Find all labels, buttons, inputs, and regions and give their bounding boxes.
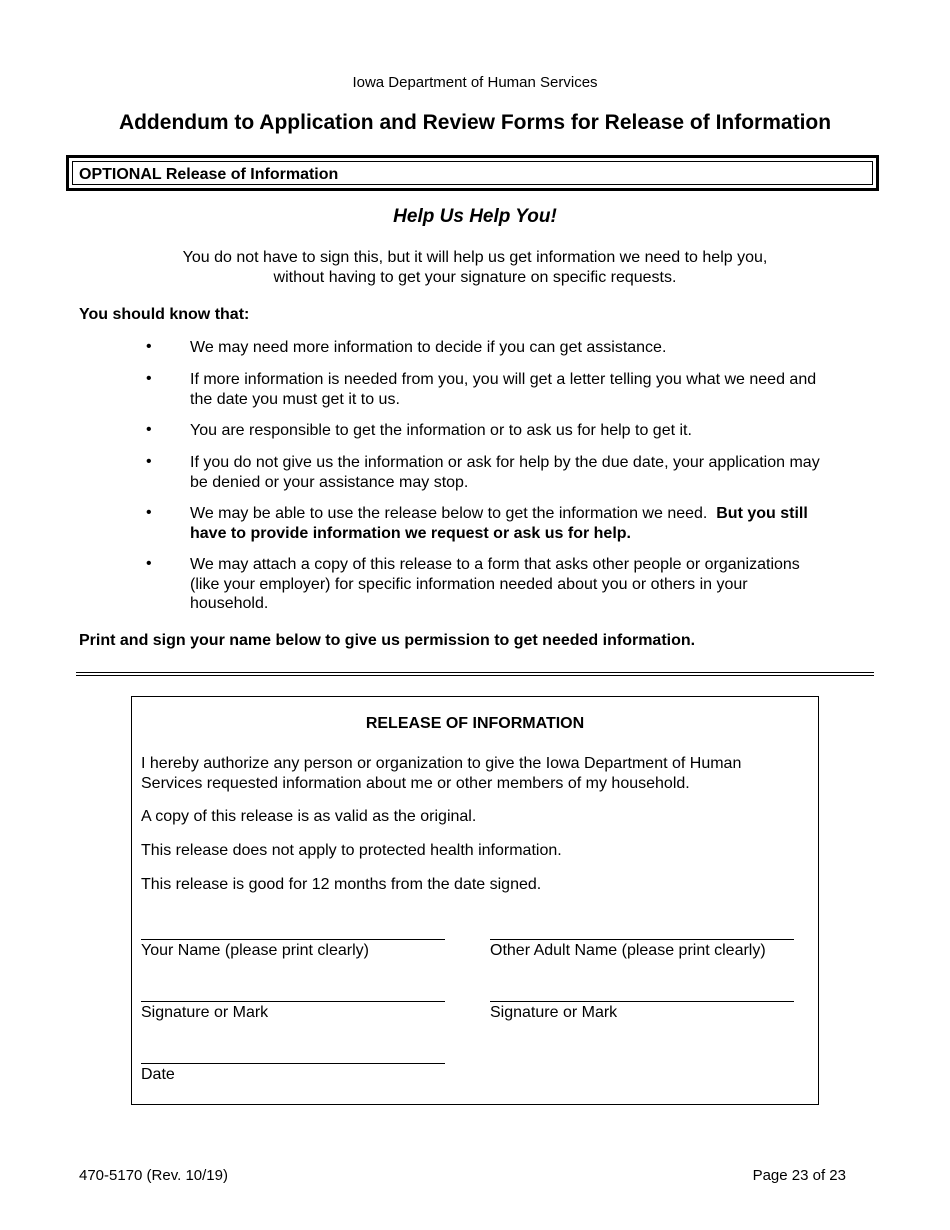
other-adult-name-field[interactable]: [490, 939, 794, 940]
bullet-line: household.: [190, 595, 269, 612]
signature-field[interactable]: [141, 1001, 445, 1002]
signature-label: Signature or Mark: [141, 1004, 269, 1021]
page-number: Page 23 of 23: [752, 1167, 846, 1184]
bullet-line: We may need more information to decide if you can get assistance.: [190, 339, 667, 356]
date-label: Date: [141, 1066, 175, 1083]
bullet-item-3: [190, 421, 870, 441]
other-adult-name-label: Other Adult Name (please print clearly): [490, 942, 766, 959]
your-name-label: Your Name (please print clearly): [141, 942, 369, 959]
copy-valid-text: A copy of this release is as valid as the original.: [141, 808, 477, 825]
authorization-line-1: I hereby authorize any person or organization to give the Iowa Department of Human: [141, 755, 742, 772]
bullet-item-1: [190, 338, 870, 358]
authorization-line-2: Services requested information about me or other members of my household.: [141, 774, 690, 792]
good-for-text: This release is good for 12 months from the date signed.: [141, 876, 542, 893]
bullet-line: (like your employer) for specific information needed about you or others in your: [190, 575, 748, 593]
bullet-line: [190, 504, 870, 524]
bullet-icon: •: [146, 504, 152, 521]
bullet-line: [190, 524, 870, 544]
bullet-line: If you do not give us the information or ask for help by the due date, your application may: [190, 454, 820, 471]
other-signature-label: Signature or Mark: [490, 1004, 618, 1021]
bullet-line-bold: have to provide information we request or ask us for help.: [190, 524, 631, 542]
other-signature-field[interactable]: [490, 1001, 794, 1002]
bullet-icon: •: [146, 370, 152, 387]
help-heading: Help Us Help You!: [393, 206, 557, 227]
bullet-line: If more information is needed from you, you will get a letter telling you what we need and: [190, 371, 817, 388]
bullet-line: You are responsible to get the information or to ask us for help to get it.: [190, 422, 692, 439]
bullet-item-5: [190, 504, 870, 543]
intro-line-1: You do not have to sign this, but it will help us get information we need to help you,: [182, 249, 768, 266]
agency-name: Iowa Department of Human Services: [352, 74, 598, 91]
section-label: OPTIONAL Release of Information: [79, 166, 339, 183]
date-field[interactable]: [141, 1063, 445, 1064]
bullet-item-2: [190, 370, 870, 409]
form-number: 470-5170 (Rev. 10/19): [79, 1167, 228, 1184]
know-heading: You should know that:: [79, 306, 250, 323]
release-title: RELEASE OF INFORMATION: [365, 715, 585, 732]
authorization-text: [141, 754, 801, 793]
bullet-line: the date you must get it to us.: [190, 390, 400, 408]
bullet-line-text: We may be able to use the release below to get the information we need.: [190, 505, 708, 522]
bullet-icon: •: [146, 421, 152, 438]
print-instruction: Print and sign your name below to give us permission to get needed information.: [79, 632, 696, 649]
bullet-icon: •: [146, 453, 152, 470]
divider: [76, 675, 874, 676]
bullet-item-4: [190, 453, 870, 492]
bullet-item-6: [190, 555, 870, 614]
bullet-line: be denied or your assistance may stop.: [190, 473, 469, 491]
page-title: Addendum to Application and Review Forms for Release of Information: [118, 111, 832, 134]
bullet-icon: •: [146, 555, 152, 572]
bullet-line-bold: But you still: [716, 505, 808, 522]
divider: [76, 672, 874, 673]
intro-line-2: without having to get your signature on specific requests.: [273, 268, 677, 286]
bullet-icon: •: [146, 338, 152, 355]
not-health-text: This release does not apply to protected health information.: [141, 842, 562, 859]
intro-text: [0, 248, 950, 287]
bullet-line: We may attach a copy of this release to a form that asks other people or organizations: [190, 556, 800, 573]
your-name-field[interactable]: [141, 939, 445, 940]
